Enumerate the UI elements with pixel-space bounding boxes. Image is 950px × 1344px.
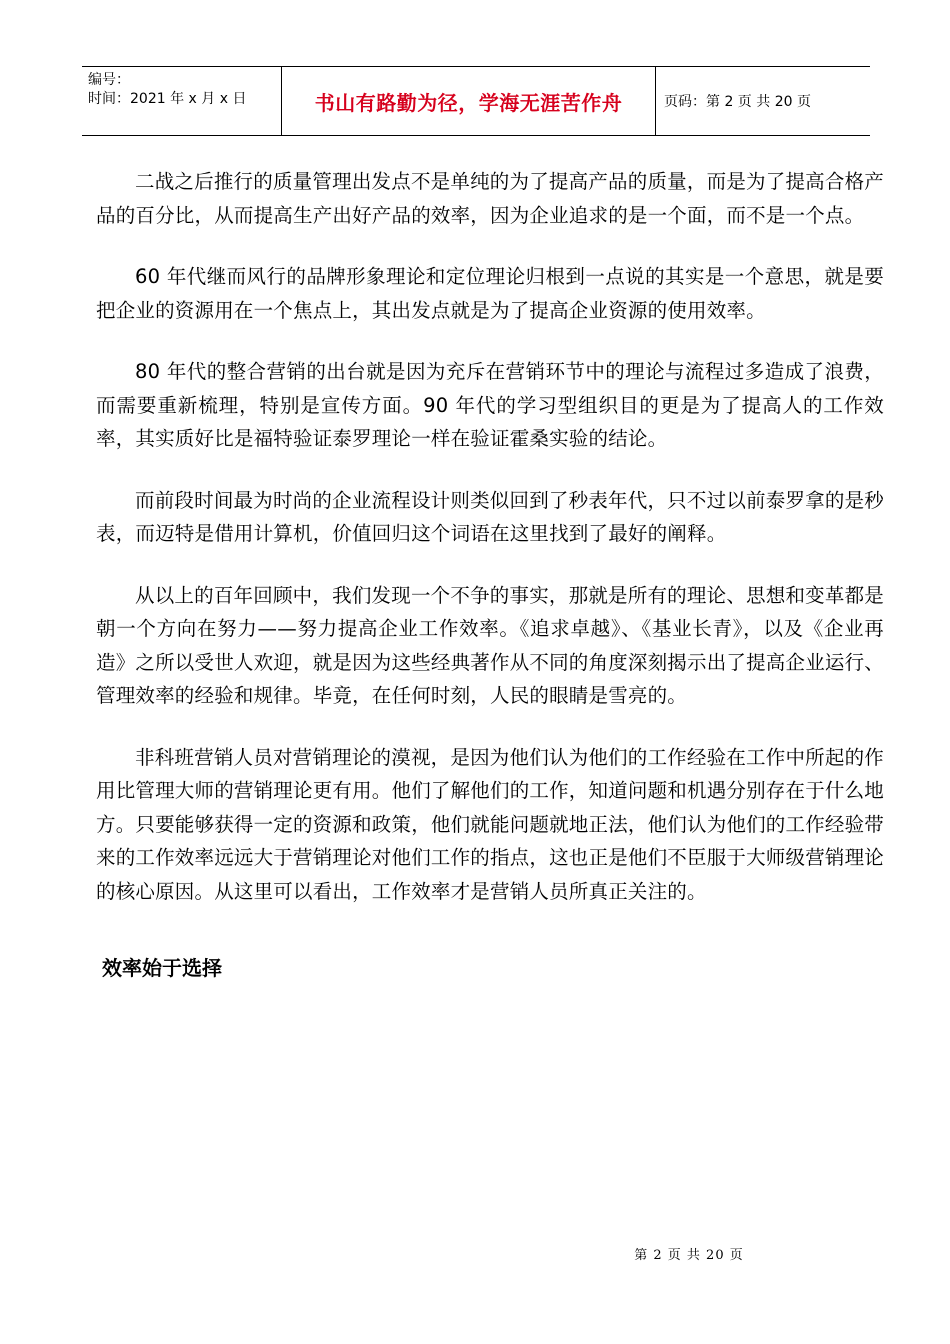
page-header [82, 66, 870, 136]
document-body [96, 165, 884, 982]
body-paragraph: 80 年代的整合营销的出台就是因为充斥在营销环节中的理论与流程过多造成了浪费，而需要重新梳理，特别是宣传方面。90 年代的学习型组织目的更是为了提高人的工作效率，其实质好比是福特验证泰罗理论一样在验证霍桑实验的结论。 [96, 360, 884, 450]
header-page-cell [656, 67, 870, 135]
header-motto: 书山有路勤为径，学海无涯苦作舟 [314, 90, 623, 115]
body-paragraph: 从以上的百年回顾中，我们发现一个不争的事实，那就是所有的理论、思想和变革都是朝一个方向在努力——努力提高企业工作效率。《追求卓越》、《基业长青》，以及《企业再造》之所以受世人欢迎，就是因为这些经典著作从不同的角度深刻揭示出了提高企业运行、管理效率的经验和规律。毕竟，在任何时刻，人民的眼睛是雪亮的。 [96, 583, 885, 707]
header-meta-cell [82, 67, 282, 135]
document-number-label: 编号： [88, 72, 130, 88]
document-date: 时间：2021 年 x 月 x 日 [88, 91, 247, 107]
body-paragraph: 60 年代继而风行的品牌形象理论和定位理论归根到一点说的其实是一个意思，就是要把企业的资源用在一个焦点上，其出发点就是为了提高企业资源的使用效率。 [96, 265, 884, 322]
body-paragraph: 二战之后推行的质量管理出发点不是单纯的为了提高产品的质量，而是为了提高合格产品的百分比，从而提高生产出好产品的效率，因为企业追求的是一个面，而不是一个点。 [96, 170, 884, 227]
page-footer [0, 1244, 950, 1263]
header-motto-cell [282, 67, 656, 135]
body-paragraph: 而前段时间最为时尚的企业流程设计则类似回到了秒表年代，只不过以前泰罗拿的是秒表，而迈特是借用计算机，价值回归这个词语在这里找到了最好的阐释。 [96, 488, 884, 545]
section-heading: 效率始于选择 [102, 956, 222, 980]
body-paragraph: 非科班营销人员对营销理论的漠视，是因为他们认为他们的工作经验在工作中所起的作用比管理大师的营销理论更有用。他们了解他们的工作，知道问题和机遇分别存在于什么地方。只要能够获得一定的资源和政策，他们就能问题就地正法，他们认为他们的工作经验带来的工作效率远远大于营销理论对他们工作的指点，这也正是他们不臣服于大师级营销理论的核心原因。从这里可以看出，工作效率才是营销人员所真正关注的。 [96, 745, 885, 903]
footer-page-number: 第 2 页 共 20 页 [634, 1248, 744, 1263]
header-page-info: 页码：第 2 页 共 20 页 [664, 94, 811, 110]
